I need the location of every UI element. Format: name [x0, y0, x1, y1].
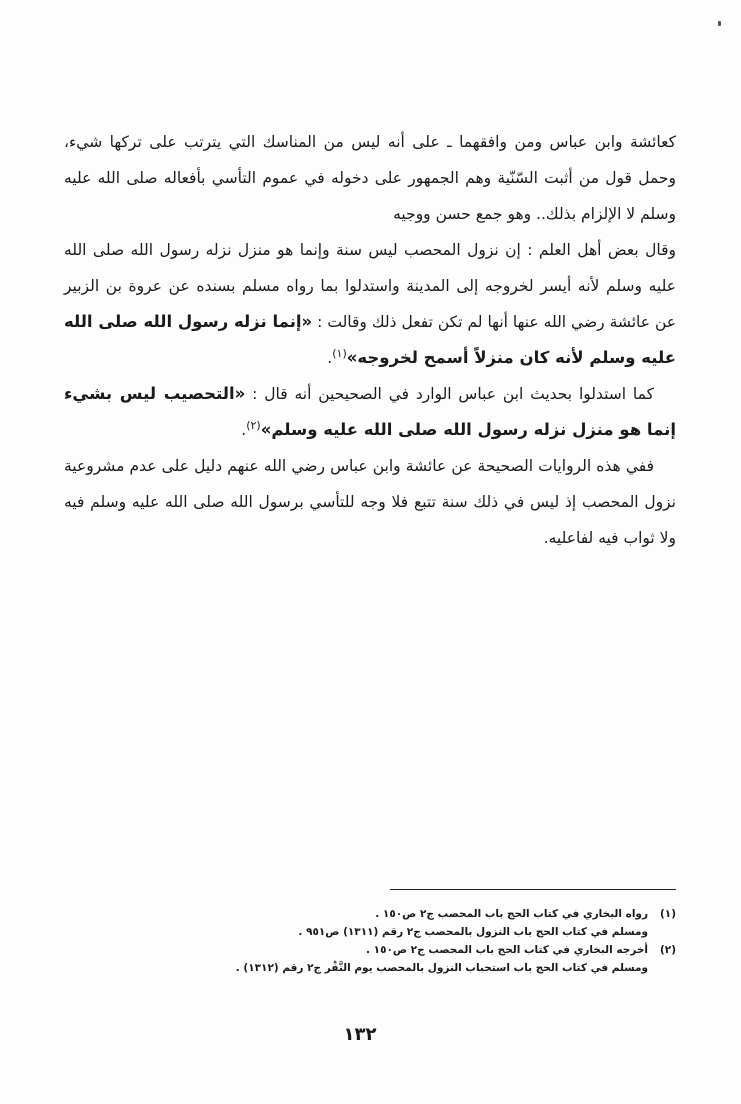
footnote-2-line-2 — [200, 959, 676, 977]
paragraph-3-text: كما استدلوا بحديث ابن عباس الوارد في الصحيحين أنه قال : — [245, 385, 654, 403]
paragraph-2-end: . — [327, 349, 333, 367]
paragraph-4 — [64, 448, 676, 556]
footnote-divider — [390, 889, 676, 890]
main-text — [64, 124, 676, 556]
paragraph-2-text: وقال بعض أهل العلم : إن نزول المحصب ليس سنة وإنما هو منزل نزله رسول الله صلى الله عليه وسلم لأنه أيسر لخروجه إلى المدينة واستدلوا بما رواه مسلم بسنده عن عروة بن الزبير عن عائشة رضي الله عنها أنها لم تكن تفعل ذلك وقالت : — [64, 241, 676, 331]
footnote-1-text-2: ومسلم في كتاب الحج باب النزول بالمحصب ج٢ رقم (١٣١١) ص٩٥١ . — [298, 926, 648, 938]
paragraph-3 — [64, 376, 676, 448]
footnote-ref-2: (٢) — [246, 418, 261, 432]
scan-speck — [718, 21, 721, 26]
footnote-2-line-1 — [200, 941, 676, 959]
footnote-1-text: رواه البخاري في كتاب الحج باب المحصب ج٢ ص١٥٠ . — [375, 908, 648, 920]
footnote-1-line-2 — [200, 923, 676, 941]
footnote-1-number: (١) — [659, 908, 676, 920]
footnote-1-line-1 — [200, 905, 676, 923]
page-number: ١٣٢ — [343, 1024, 377, 1045]
ibn-abbas-hadith-quote: «التحصيب ليس بشيء إنما هو منزل نزله رسول الله صلى الله عليه وسلم» — [64, 384, 676, 439]
footnote-ref-1: (١) — [332, 346, 347, 360]
footnotes — [200, 905, 676, 977]
footnote-2-number: (٢) — [659, 944, 676, 956]
paragraph-1-text: كعائشة وابن عباس ومن وافقهما ـ على أنه ليس من المناسك التي يترتب على تركها شيء، وحمل قول من أثبت السّنّية وهم الجمهور على دخوله في عموم التأسي بأفعاله صلى الله عليه وسلم لا الإلزام بذلك.. وهو جمع حسن ووجيه — [64, 133, 676, 223]
paragraph-1 — [64, 124, 676, 232]
aisha-hadith-quote: «إنما نزله رسول الله صلى الله عليه وسلم لأنه كان منزلاً أسمح لخروجه» — [64, 312, 676, 367]
footnote-2-text: أخرجه البخاري في كتاب الحج باب المحصب ج٢ ص١٥٠ . — [366, 944, 648, 956]
paragraph-4-text: ففي هذه الروايات الصحيحة عن عائشة وابن عباس رضي الله عنهم دليل على عدم مشروعية نزول المحصب إذ ليس في ذلك سنة تتبع فلا وجه للتأسي برسول الله صلى الله عليه وسلم فيه ولا ثواب فيه لفاعليه. — [64, 457, 676, 547]
paragraph-3-end: . — [241, 421, 247, 439]
paragraph-2 — [64, 232, 676, 376]
footnote-2-text-2: ومسلم في كتاب الحج باب استحباب النزول بالمحصب يوم النَّفْر ج٢ رقم (١٣١٢) . — [235, 962, 648, 974]
